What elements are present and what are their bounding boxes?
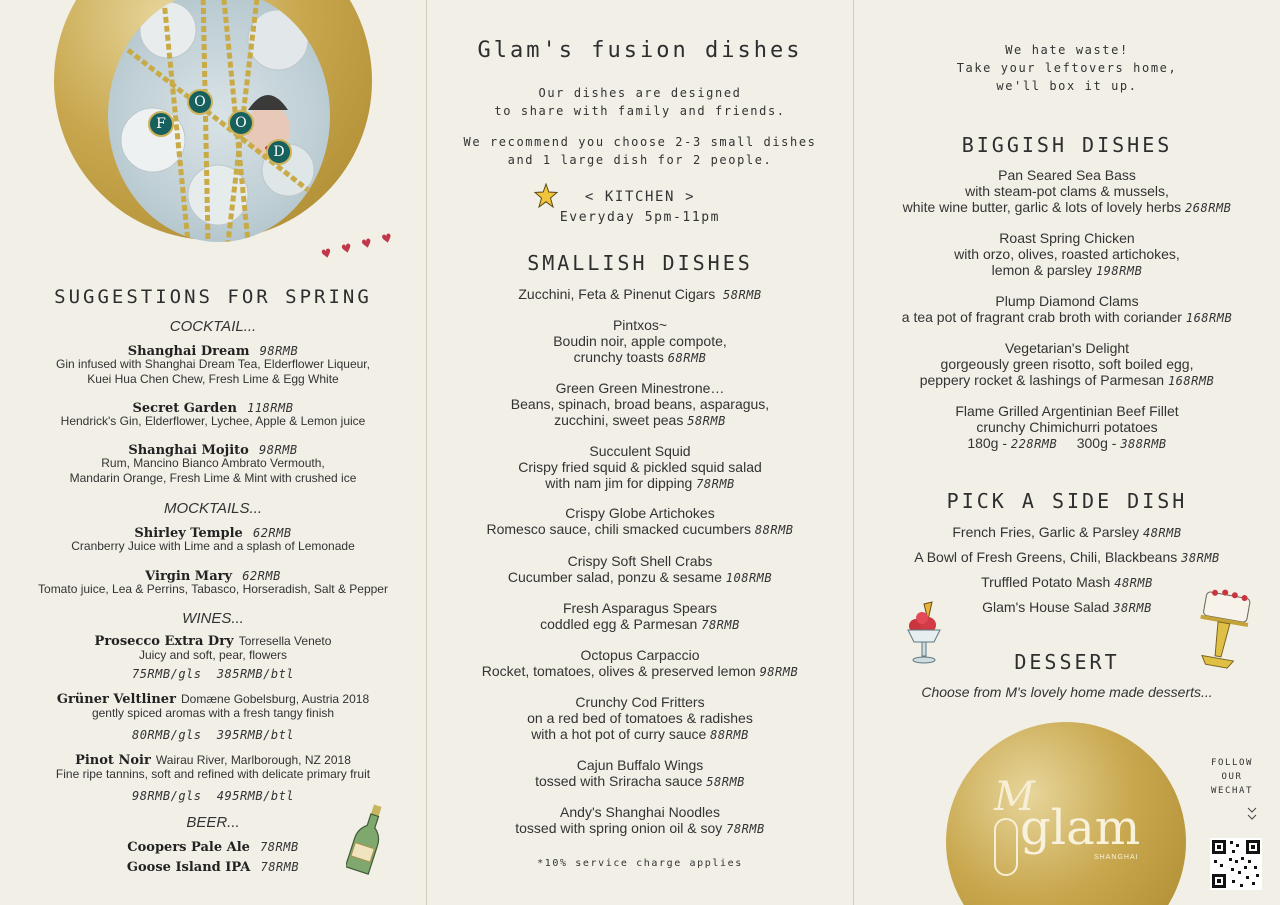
cocktail-price: 98RMB — [259, 344, 299, 358]
wine-origin: Domæne Gobelsburg, Austria 2018 — [181, 692, 370, 706]
intro-line: Our dishes are designed — [538, 86, 742, 100]
spring-title: SUGGESTIONS FOR SPRING — [54, 286, 372, 308]
dish-line: zucchini, sweet peas — [554, 412, 684, 428]
dish-price: 98RMB — [759, 665, 799, 679]
mocktail-desc: Tomato juice, Lea & Perrins, Tabasco, Horseradish, Salt & Pepper — [38, 582, 388, 596]
desc-line: Hendrick's Gin, Elderflower, Lychee, Apple & Lemon juice — [60, 414, 366, 428]
dish-line: Pintxos~ — [612, 317, 668, 333]
side-name: French Fries, Garlic & Parsley — [952, 524, 1140, 540]
beer-price: 78RMB — [260, 860, 300, 874]
dish-line: Cucumber salad, ponzu & sesame — [507, 569, 722, 585]
dish-price: 268RMB — [1185, 201, 1232, 215]
dish-line: crunchy Chimichurri potatoes — [976, 419, 1158, 435]
wine-name: Grüner Veltliner — [56, 692, 176, 707]
cocktail-desc — [0, 456, 426, 486]
cocktail-price: 98RMB — [259, 443, 298, 457]
beef-prices — [854, 435, 1280, 452]
dish-price: 58RMB — [723, 288, 762, 302]
dish-line: Cajun Buffalo Wings — [576, 757, 704, 773]
wine-bottle-price: 385RMB/btl — [216, 667, 295, 681]
recommend-line: and 1 large dish for 2 people. — [507, 153, 773, 167]
kitchen-hours: Everyday 5pm-11pm — [559, 210, 721, 225]
side-name: A Bowl of Fresh Greens, Chili, Blackbeans — [914, 549, 1178, 565]
dish-line: gorgeously green risotto, soft boiled egg, — [940, 356, 1194, 372]
glam-logo-seal — [994, 818, 1018, 876]
wine-prices — [0, 663, 426, 682]
dish-price: 58RMB — [687, 414, 726, 428]
mocktail-label: MOCKTAILS... — [163, 500, 263, 517]
wine-desc: Juicy and soft, pear, flowers — [138, 648, 288, 662]
cocktail-name: Shanghai Mojito — [128, 443, 249, 458]
dish-item — [427, 286, 853, 303]
big-dish-item — [854, 230, 1280, 279]
collage-art — [108, 0, 330, 242]
wine-item — [0, 749, 426, 768]
right-panel — [854, 0, 1280, 905]
dish-price: 88RMB — [754, 523, 794, 537]
dish-line: Roast Spring Chicken — [999, 230, 1135, 246]
beer-name: Goose Island IPA — [126, 860, 251, 875]
dish-line: Fresh Asparagus Spears — [562, 600, 718, 616]
desc-line: Kuei Hua Chen Chew, Fresh Lime & Egg White — [87, 372, 339, 386]
dish-item — [427, 647, 853, 680]
beer-name: Coopers Pale Ale — [127, 840, 250, 855]
waste-note — [854, 41, 1280, 95]
dish-item — [427, 443, 853, 492]
side-title: PICK A SIDE DISH — [946, 489, 1188, 513]
dish-price: 68RMB — [667, 351, 707, 365]
glam-logo-m: M — [994, 774, 1035, 820]
food-letter-2: O — [187, 89, 213, 115]
dish-item — [427, 804, 853, 837]
dish-line: Romesco sauce, chili smacked cucumbers — [486, 521, 752, 537]
wine-glass-price: 75RMB/gls — [131, 667, 202, 681]
dish-line: tossed with Sriracha sauce — [535, 773, 703, 789]
dish-line: Green Green Minestrone… — [555, 380, 725, 396]
wine-glass-price: 80RMB/gls — [131, 728, 202, 742]
cocktail-desc — [0, 414, 426, 429]
cocktail-price: 118RMB — [247, 401, 294, 415]
dessert-title: DESSERT — [1014, 650, 1120, 674]
dish-item — [427, 600, 853, 633]
dish-item — [427, 757, 853, 790]
wine-name: Pinot Noir — [75, 753, 151, 768]
side-price: 48RMB — [1114, 576, 1153, 590]
waste-line: Take your leftovers home, — [956, 61, 1178, 75]
desc-line: Mandarin Orange, Fresh Lime & Mint with crushed ice — [69, 471, 357, 485]
intro-line: to share with family and friends. — [494, 104, 786, 118]
food-letter-3: O — [228, 110, 254, 136]
dish-price: 88RMB — [710, 728, 749, 742]
big-dish-item — [854, 340, 1280, 389]
dish-line: Crispy Soft Shell Crabs — [567, 553, 713, 569]
champagne-bottle-icon — [346, 802, 388, 876]
recommend-text — [427, 133, 853, 169]
desc-line: Rum, Mancino Bianco Ambrato Vermouth, — [101, 456, 325, 470]
mocktail-name: Virgin Mary — [145, 569, 233, 584]
dish-line: Rocket, tomatoes, olives & preserved lemon — [481, 663, 756, 679]
dish-price: 78RMB — [696, 477, 735, 491]
dish-item — [427, 694, 853, 743]
glam-logo-sub: SHANGHAI — [1094, 854, 1139, 861]
beer-price: 78RMB — [260, 840, 299, 854]
cocktail-name: Shanghai Dream — [127, 344, 250, 359]
dish-line: white wine butter, garlic & lots of lovely herbs — [902, 199, 1182, 215]
cocktail-label: COCKTAIL... — [169, 318, 257, 335]
dish-line: a tea pot of fragrant crab broth with coriander — [901, 309, 1182, 325]
dish-line: Octopus Carpaccio — [580, 647, 700, 663]
dish-line: Vegetarian's Delight — [1004, 340, 1130, 356]
dish-item — [427, 505, 853, 538]
dish-line: tossed with spring onion oil & soy — [515, 820, 723, 836]
dish-line: with steam-pot clams & mussels, — [965, 183, 1169, 199]
dessert-desc: Choose from M's lovely home made desserts... — [921, 684, 1213, 700]
side-price: 38RMB — [1181, 551, 1220, 565]
wine-origin: Wairau River, Marlborough, NZ 2018 — [155, 753, 351, 767]
kitchen-label: < KITCHEN > — [584, 189, 696, 205]
dish-line: with orzo, olives, roasted artichokes, — [954, 246, 1180, 262]
food-collage — [108, 0, 330, 242]
mocktail-price: 62RMB — [242, 569, 281, 583]
dish-price: 168RMB — [1185, 311, 1233, 325]
dish-price: 168RMB — [1167, 374, 1215, 388]
dish-line: Crispy fried squid & pickled squid salad — [518, 459, 762, 475]
follow-wechat — [1208, 756, 1256, 798]
dish-item — [427, 317, 853, 366]
dish-line: Pan Seared Sea Bass — [998, 167, 1136, 183]
waste-line: We hate waste! — [1005, 43, 1129, 57]
cocktail-name: Secret Garden — [132, 401, 237, 416]
dish-line: lemon & parsley — [991, 262, 1093, 278]
wine-item — [0, 688, 426, 707]
dish-item — [427, 553, 853, 586]
follow-line: FOLLOW — [1210, 758, 1254, 768]
side-name: Glam's House Salad — [982, 599, 1110, 615]
side-item — [854, 549, 1280, 566]
wine-bottle-price: 395RMB/btl — [216, 728, 295, 742]
wine-desc: gently spiced aromas with a fresh tangy finish — [91, 706, 335, 720]
service-note: *10% service charge applies — [537, 858, 743, 869]
waste-line: we'll box it up. — [996, 79, 1138, 93]
dish-line: with a hot pot of curry sauce — [531, 726, 707, 742]
beef-large-price: 388RMB — [1120, 437, 1167, 451]
recommend-line: We recommend you choose 2-3 small dishes — [463, 135, 817, 149]
wine-item — [0, 630, 426, 649]
hearts-decoration: ♥♥♥♥ — [319, 228, 404, 262]
dish-line: crunchy toasts — [573, 349, 664, 365]
wine-label: WINES... — [182, 610, 244, 627]
food-letter-4: D — [266, 139, 292, 165]
dish-line: Flame Grilled Argentinian Beef Fillet — [955, 403, 1179, 419]
glam-logo-word: glam — [1020, 800, 1141, 856]
dish-line: Crunchy Cod Fritters — [575, 694, 705, 710]
dish-line: Plump Diamond Clams — [995, 293, 1139, 309]
dish-line: Crispy Globe Artichokes — [565, 505, 715, 521]
wine-origin: Torresella Veneto — [238, 634, 332, 648]
big-dish-item — [854, 403, 1280, 452]
intro-text — [427, 84, 853, 120]
dish-line: with nam jim for dipping — [545, 475, 693, 491]
dish-line: on a red bed of tomatoes & radishes — [527, 710, 753, 726]
side-price: 48RMB — [1142, 526, 1182, 540]
side-item — [854, 524, 1280, 541]
side-name: Truffled Potato Mash — [981, 574, 1111, 590]
beer-label: BEER... — [186, 814, 240, 831]
dish-line: Andy's Shanghai Noodles — [560, 804, 720, 820]
mocktail-price: 62RMB — [252, 526, 292, 540]
follow-line: WECHAT — [1210, 786, 1254, 796]
wechat-qr-code[interactable] — [1210, 838, 1262, 890]
wine-glass-price: 98RMB/gls — [131, 789, 202, 803]
desc-line: Gin infused with Shanghai Dream Tea, Elderflower Liqueur, — [56, 357, 370, 371]
dish-price: 198RMB — [1095, 264, 1143, 278]
dish-price: 78RMB — [726, 822, 765, 836]
chevron-down-icon — [1246, 806, 1258, 822]
dish-price: 78RMB — [701, 618, 740, 632]
cocktail-desc — [0, 357, 426, 387]
fusion-title: Glam's fusion dishes — [477, 38, 803, 63]
side-price: 38RMB — [1113, 601, 1152, 615]
wine-desc: Fine ripe tannins, soft and refined with delicate primary fruit — [55, 767, 371, 781]
middle-panel — [427, 0, 853, 905]
dish-item — [427, 380, 853, 429]
dish-line: peppery rocket & lashings of Parmesan — [919, 372, 1165, 388]
dish-price: 108RMB — [725, 571, 773, 585]
biggish-title: BIGGISH DISHES — [961, 133, 1173, 157]
dish-line: coddled egg & Parmesan — [540, 616, 698, 632]
wine-prices — [0, 724, 426, 743]
dish-line: Beans, spinach, broad beans, asparagus, — [510, 396, 770, 412]
beef-small-price: 228RMB — [1010, 437, 1058, 451]
left-panel — [0, 0, 426, 905]
wine-name: Prosecco Extra Dry — [94, 634, 234, 649]
dish-price: 58RMB — [706, 775, 745, 789]
beef-large-label: 300g - — [1076, 435, 1121, 451]
follow-line: OUR — [1221, 772, 1243, 782]
wine-bottle-price: 495RMB/btl — [216, 789, 295, 803]
smallish-title: SMALLISH DISHES — [527, 251, 753, 275]
mocktail-name: Shirley Temple — [134, 526, 243, 541]
big-dish-item — [854, 167, 1280, 216]
dish-line: Zucchini, Feta & Pinenut Cigars — [518, 286, 716, 302]
food-letter-1: F — [148, 111, 174, 137]
dish-line: Succulent Squid — [589, 443, 691, 459]
big-dish-item — [854, 293, 1280, 326]
mocktail-desc: Cranberry Juice with Lime and a splash of Lemonade — [71, 539, 355, 553]
beef-small-label: 180g - — [967, 435, 1011, 451]
dish-line: Boudin noir, apple compote, — [553, 333, 727, 349]
